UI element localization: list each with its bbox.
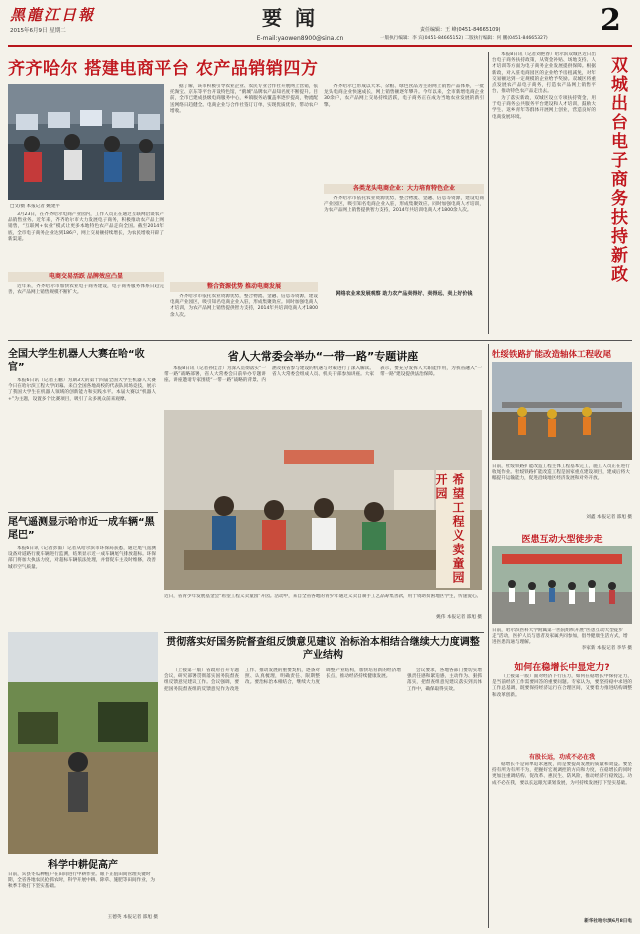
congress-photo: [164, 410, 482, 590]
masthead: [0, 0, 640, 48]
lead-subhead-left: [8, 272, 164, 282]
congress-photo-credit: 姚伟 本报记者 邵旭 摄: [436, 615, 482, 620]
lead-headline: 齐齐哈尔 搭建电商平台 农产品销销四方: [8, 59, 319, 79]
policy-rule: [164, 632, 484, 633]
lead-body-left: [8, 212, 164, 270]
farming-credit: 王德英 本报记者 邵旭 摄: [107, 915, 158, 920]
fiscal-body: [492, 674, 632, 750]
lead-paragraph: 3月23日，在齐齐哈尔电商产业园内，工作人员正在通过互联网洽谈农产品销售业务。近年来，齐齐哈尔市大力发展电子商务，积极推动农产品上网销售，“互联网+农业”模式让更多本地特色农产品走向全国。截至2014年底，全市电子商务企业达到186户，网上交易额持续增长，为农民增收开辟了新渠道。: [8, 212, 164, 242]
congress-body: [164, 366, 482, 406]
right-column-body: [492, 52, 596, 332]
tieluo-story: [492, 348, 632, 528]
field-cultivation-image: [8, 632, 158, 854]
page-number: 2: [600, 3, 621, 38]
right-column-divider: [488, 52, 489, 334]
lead-photo-caption: □文/摄 本报记者 姚建平: [10, 204, 61, 209]
congress-photo-sign: 希望工程义卖童园开园: [436, 470, 470, 588]
lower-right-divider: [488, 344, 489, 928]
lead-subhead-mid-text: 整合资源优势 推动电商发展: [206, 283, 282, 290]
robot-body: [8, 378, 156, 512]
fiscal-headline: 如何在稳增长中显定力?: [514, 663, 610, 673]
exhaust-rule: [8, 512, 158, 513]
lead-mid-paragraph-2: 齐齐哈尔市依托农业资源优势，整合物流、金融、信息等资源，建设电商产业园区，吸引知名电商企业入驻，形成集聚效应。同时加强电商人才培训，为农产品网上销售提供智力支持，2014年共培训电商人才1800余人次。: [170, 294, 318, 318]
exhaust-headline: 尾气遥测显示哈市近一成车辆“黑尾巴”: [8, 517, 155, 541]
policy-paragraph-2: 会议要求，各地各部门要切实增强责任感和紧迫感，主动作为、狠抓落实，把督查组意见建议落实到具体工作中，确保取得实效。: [407, 668, 482, 692]
designer-line: 一版执行编辑：李 宾(0451-84665152) 二版执行编辑：何 鹏(0451-84665327): [380, 36, 548, 41]
right-paragraph-1: 本报8日讯（记者刘艳春）哈尔滨双城区近日出台电子商务扶持政策，从资金补贴、场地支持、人才培训等方面为电子商务企业发展提供保障。根据新政，对入驻电商园区的企业给予房租减免，对年交易额达到一定规模的企业给予奖励。双城区将重点发展农产品电子商务，打造农产品网上销售平台，推动特色农产品走出去。: [492, 52, 596, 95]
right-vertical-headline: 双城出台电子商务扶持新政: [607, 56, 627, 284]
editor-line: 责任编辑：王 峰(0451-84665109): [420, 27, 501, 33]
lead-mid-paragraph: 据了解，该市积极引导农业企业、农民专业合作社开展网上营销，依托淘宝、京东等平台开设特色馆，“鹤城”品牌农产品知名度不断提升。目前，全市已建成县级电商服务中心，乡镇服务站覆盖率逐步提高，物流配送网络日趋健全。电商企业与合作社签订订单，实现优质优价，带动农户增收。: [170, 84, 318, 114]
fiscal-story: [492, 660, 632, 930]
policy-paragraph: （上接第一版）省政府召开专题会议，研究部署贯彻落实国务院督查组反馈意见建议工作。会议强调，要把国务院督查组的反馈意见作为改进工作、推动发展的重要契机，逐条对照、认真梳理，明确责任、限期整改。要治标治本相结合，继续大力度调整产业结构，加快培育新的经济增长点，推动经济持续健康发展。: [164, 668, 401, 692]
policy-headline: 贯彻落实好国务院督查组反馈意见建议 治标治本相结合继续大力度调整产业结构: [166, 637, 480, 661]
farming-caption-title: 科学中耕促高产: [48, 860, 118, 871]
farming-story: [8, 632, 158, 928]
fiscal-paragraph: （上接第一版）面对经济下行压力，如何在稳增长中保持定力，是当前经济工作需要回答的重要问题。专家认为，要坚持稳中求进的工作总基调，既要保持经济运行在合理区间，又要着力推进结构调整和改革创新。: [492, 674, 632, 698]
hospital-headline: 医患互动大型徒步走: [521, 535, 603, 545]
mid-page-rule: [8, 340, 632, 341]
robot-story: [8, 348, 156, 518]
lead-body-right-2: [324, 196, 484, 286]
issue-date: 2015年6月9日 星期二: [10, 28, 66, 34]
hospital-caption: 日前，哈尔滨医科大学附属第一医院组织开展“医患互动大型徒步走”活动，医护人员与患者及家属共同参加，倡导健康生活方式，增进医患沟通与理解。: [492, 628, 628, 645]
hospital-photo: [492, 546, 632, 624]
right-paragraph-2: 为了落实新政，双城区设立专项扶持资金，用于电子商务公共服务平台建设和人才培训，鼓励大学生、返乡青年等群体开展网上创业，营造良好的电商发展环境。: [492, 95, 596, 120]
policy-story: [164, 636, 482, 928]
exhaust-paragraph: 本报6日讯（记者彭溢）记者从哈尔滨市环保局获悉，通过尾气遥测设备对道路行驶车辆进行监测，结果显示近一成车辆尾气排放超标。环保部门将加大执法力度，对超标车辆依法处理，并督促车主及时维修，改善城市空气质量。: [8, 546, 156, 570]
lead-body-mid: [170, 84, 318, 280]
tieluo-credit: 刘鑫 本报记者 邵旭 摄: [586, 515, 632, 520]
section-title: 要 闻: [262, 6, 318, 30]
paper-name: 黑龍江日報: [10, 6, 96, 24]
robot-headline: 全国大学生机器人大赛在哈“收官”: [8, 349, 145, 373]
lead-right-paragraph: 齐齐哈尔已形成以大米、杂粮、绿色食品为主的网上销售产品体系，一批龙头电商企业快速成长，网上销售额逐年攀升。今年以来，全市新增电商企业30余户，农产品网上交易持续活跃，电子商务正在成为当地农业发展的新引擎。: [324, 84, 484, 108]
lead-body-left-2: [8, 284, 164, 334]
tieluo-caption: 日前，牡绥铁路扩能改造工程主体工程基本完工，施工人员正在进行收尾作业。牡绥铁路扩能改造工程是国家重点建设项目，建成后将大幅提升运输能力，促进沿线地区经济发展和对外开放。: [492, 464, 630, 481]
farming-caption: 日前，宾县冬瓜种植户在田间进行中耕作业。眼下正值田间管理关键时期，全省各地农民抢抓农时，科学开展中耕、除草、施肥等田间作业，为秋季丰收打下坚实基础。: [8, 872, 156, 889]
section-email: E-mail:yaowen8900@sina.cn: [256, 35, 344, 42]
fiscal-footer: 新华社哈尔滨6月8日电: [584, 919, 632, 924]
lead-story: [8, 50, 484, 340]
railway-construction-image: [492, 362, 632, 460]
lead-subhead-right-text: 各类龙头电商企业：大力培育特色企业: [352, 185, 455, 192]
tieluo-photo: [492, 362, 632, 460]
exhaust-body: [8, 546, 156, 624]
fiscal-paragraph-2: 稳增长不是简单追求速度，而是要提高发展的质量和效益。要坚持有所为有所不为，把握好宏观调控的方向和力度，在稳增长的同时更加注重调结构、促改革、惠民生、防风险，推动经济行稳致远。功成不必在我，要以长远眼光谋划发展，为可持续发展打下坚实基础。: [492, 762, 632, 786]
lead-right-paragraph-2: 齐齐哈尔市依托农业资源优势，整合物流、金融、信息等资源，建设电商产业园区，吸引知名电商企业入驻，形成集聚效应。同时加强电商人才培训，为农产品网上销售提供智力支持，2014年共培训电商人才1800余人次。: [324, 196, 484, 214]
congress-story: [164, 348, 482, 628]
right-column: [492, 52, 632, 334]
exhaust-story: [8, 516, 156, 626]
robot-paragraph: 本报6日讯（记者王鹏）为期3天的第十四届全国大学生机器人大赛今日在哈尔滨工程大学闭幕。来自全国各地高校的代表队同场竞技，展示了我国大学生在机器人领域的创新能力和实践水平。本届大赛以“机器人+”为主题，设置多个比赛项目，吸引了众多观众前来观摩。: [8, 378, 156, 402]
tieluo-headline: 牡绥铁路扩能改造轴体工程收尾: [492, 350, 612, 360]
lead-editor-note: 网络农业来发展观察 助力农产品卖得好、卖得远、卖上好价钱: [335, 291, 473, 297]
walking-event-image: [492, 546, 632, 624]
congress-photo-caption: 近日，省青少年发展基金会“希望工程义卖童园”开园。活动中，来自全省各地的青少年通过义卖自制手工艺品筹集善款，用于资助贫困地区学生，传递爱心。: [164, 594, 482, 599]
hospital-story: [492, 532, 632, 652]
policy-body: [164, 668, 482, 924]
fiscal-body-2: [492, 762, 632, 914]
hospital-credit: 李家新 本报记者 李华 摄: [581, 646, 632, 651]
congress-headline: 省人大常委会举办“一带一路”专题讲座: [227, 350, 419, 363]
lead-paragraph-2: 近年来，齐齐哈尔市加快农业电子商务建设，电子商务服务体系日趋完善，农产品网上销售规模不断扩大。: [8, 284, 164, 296]
lead-body-right: [324, 84, 484, 182]
masthead-rule: [8, 45, 632, 47]
fiscal-subhead: 有股长远，功成不必在我: [528, 754, 595, 761]
lead-subhead-left-text: 电商交易活跃 品牌效应凸显: [48, 273, 124, 280]
lead-subhead-mid: [170, 282, 318, 292]
computer-room-image: [8, 84, 164, 200]
lead-body-mid-2: [170, 294, 318, 334]
lead-photo: [8, 84, 164, 200]
lead-subhead-right: [324, 184, 484, 194]
congress-paragraph: 本报8日讯（记者孙佳音）为深入贯彻落实“一带一路”战略部署，省人大常委会日前举办专题讲座。讲座邀请专家围绕“一带一路”战略的背景、内涵及我省参与建设的机遇与对策进行了深入解读。省人大常委会组成人员、机关干部参加讲座。大家表示，要充分发挥人大职能作用，为我省融入“一带一路”建设提供法治保障。: [164, 366, 482, 384]
farming-photo: [8, 632, 158, 854]
